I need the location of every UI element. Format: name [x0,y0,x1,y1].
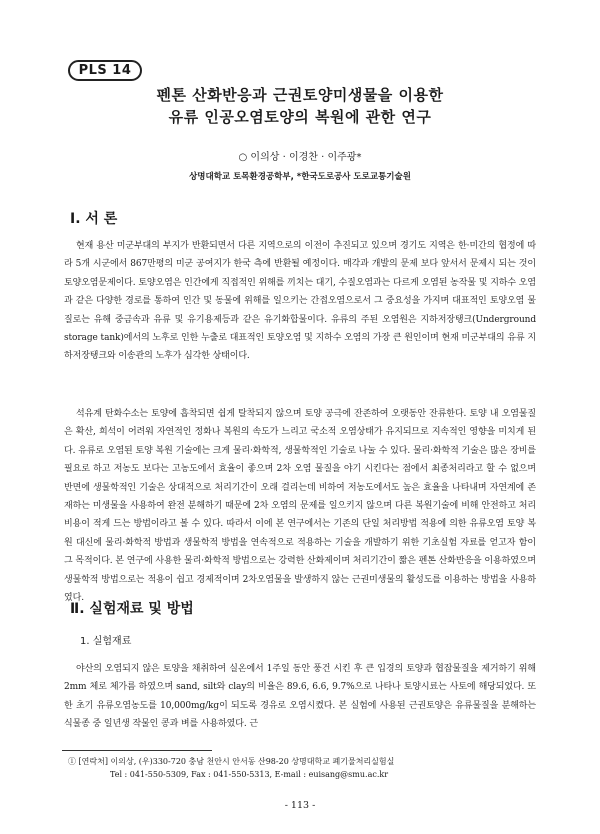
intro-paragraph-2: 석유계 탄화수소는 토양에 흡착되면 쉽게 탈착되지 않으며 토양 공극에 잔존하여 오랫동안 잔류한다. 토양 내 오염물질은 확산, 희석이 어려워 자연적인 정화나 복원의 속도가 느리고 국소적 오염상태가 유지되므로 지속적인 영향을 미치게 된다. 유류로 오염된 토양 복원 기술에는 크게 물리·화학적, 생물학적인 기술로 나눌 수 있다. 물리·화학적 기술은 많은 장비를 필요로 하고 저농도 보다는 고농도에서 효율이 좋으며 2차 오염 물질을 야기 시킨다는 점에서 최종처리라고 할 수 없으며 반면에 생물학적인 기술은 상대적으로 처리기간이 오래 걸리는데 비하여 저농도에서도 높은 효율을 나타내며 자연계에 존재하는 미생물을 사용하여 완전 분해하기 때문에 2차 오염의 문제를 일으키지 않으며 다른 복원기술에 비해 안전하고 처리비용이 적게 드는 방법이라고 볼 수 있다. 따라서 이에 본 연구에서는 기존의 단일 처리방법 적용에 의한 유류오염 토양 복원 대신에 물리·화학적 방법과 생물학적 방법을 연속적으로 적용하는 기술을 개발하기 위한 기초실험 자료를 얻고자 함이 그 목적이다. 본 연구에 사용한 물리·화학적 방법으로는 강력한 산화제이며 처리기간이 짧은 펜톤 산화반응을 이용하였으며 생물학적 방법으로는 적용이 쉽고 경제적이며 2차오염물을 발생하지 않는 근권미생물의 활성도를 이용하는 방법을 사용하였다. [64,409,536,604]
affiliation: 상명대학교 토목환경공학부, *한국도로공사 도로교통기술원 [189,172,411,182]
intro-paragraph-1: 현재 용산 미군부대의 부지가 반환되면서 다른 지역으로의 이전이 추진되고 있으며 경기도 지역은 한·미간의 협정에 따라 5개 시군에서 867만평의 미군 공여지가 한국 측에 반환될 예정이다. 매각과 개발의 문제 보다 앞서서 문제시 되는 것이 토양오염문제이다. 토양오염은 인간에게 직접적인 위해를 끼치는 대기, 수질오염과는 다르게 오염된 농작물 및 지하수 오염과 같은 다양한 경로를 통하여 인간 및 동물에 위해를 일으키는 간접오염으로서 그 중요성을 가지며 대표적인 토양오염 물질로는 유해 중금속과 유류 및 유기용제등과 같은 유기화합물이다. 유류의 주된 오염원은 지하저장탱크(Underground storage tank)에서의 노후로 인한 누출로 대표적인 토양오염 및 지하수 오염의 가장 큰 원인이며 현재 미군부대의 유류 지하저장탱크와 이송관의 노후가 심각한 상태이다. [64,241,536,362]
authors: ○ 이의상 · 이경찬 · 이주광* [238,152,362,163]
section-heading-methods: Ⅱ. 실험재료 및 방법 [70,601,194,617]
section-heading-introduction: Ⅰ. 서 론 [70,211,118,227]
footnote-divider [62,750,212,751]
session-badge: PLS 14 [68,60,142,81]
footnote-contact: ① [연락처] 이의상, (우)330-720 충남 천안시 안서동 산98-20 상명대학교 폐기물처리실험실 [68,757,395,766]
paper-title-line2: 유류 인공오염토양의 복원에 관한 연구 [168,108,432,126]
subsection-heading-materials: 1. 실험재료 [80,636,132,647]
paper-title-line1: 펜톤 산화반응과 근권토양미생물을 이용한 [156,86,444,104]
materials-paragraph: 야산의 오염되지 않은 토양을 채취하여 실온에서 1주일 동안 풍건 시킨 후 큰 입경의 토양과 협잡물질을 제거하기 위해 2mm 체로 체가름 하였으며 sand, silt와 clay의 비율은 89.6, 6.6, 9.7%으로 나타나 토양시료는 사토에 해당되었다. 또한 초기 유류오염농도를 10,000mg/kg이 되도록 경유로 오염시켰다. 본 실험에 사용된 근권토양은 유류물질을 분해하는 식물종 중 일년생 작물인 콩과 벼를 사용하였다. 근 [64,664,536,730]
page-number: - 113 - [284,800,316,811]
footnote-contact-details: Tel : 041-550-5309, Fax : 041-550-5313, E-mail : euisang@smu.ac.kr [110,770,389,779]
